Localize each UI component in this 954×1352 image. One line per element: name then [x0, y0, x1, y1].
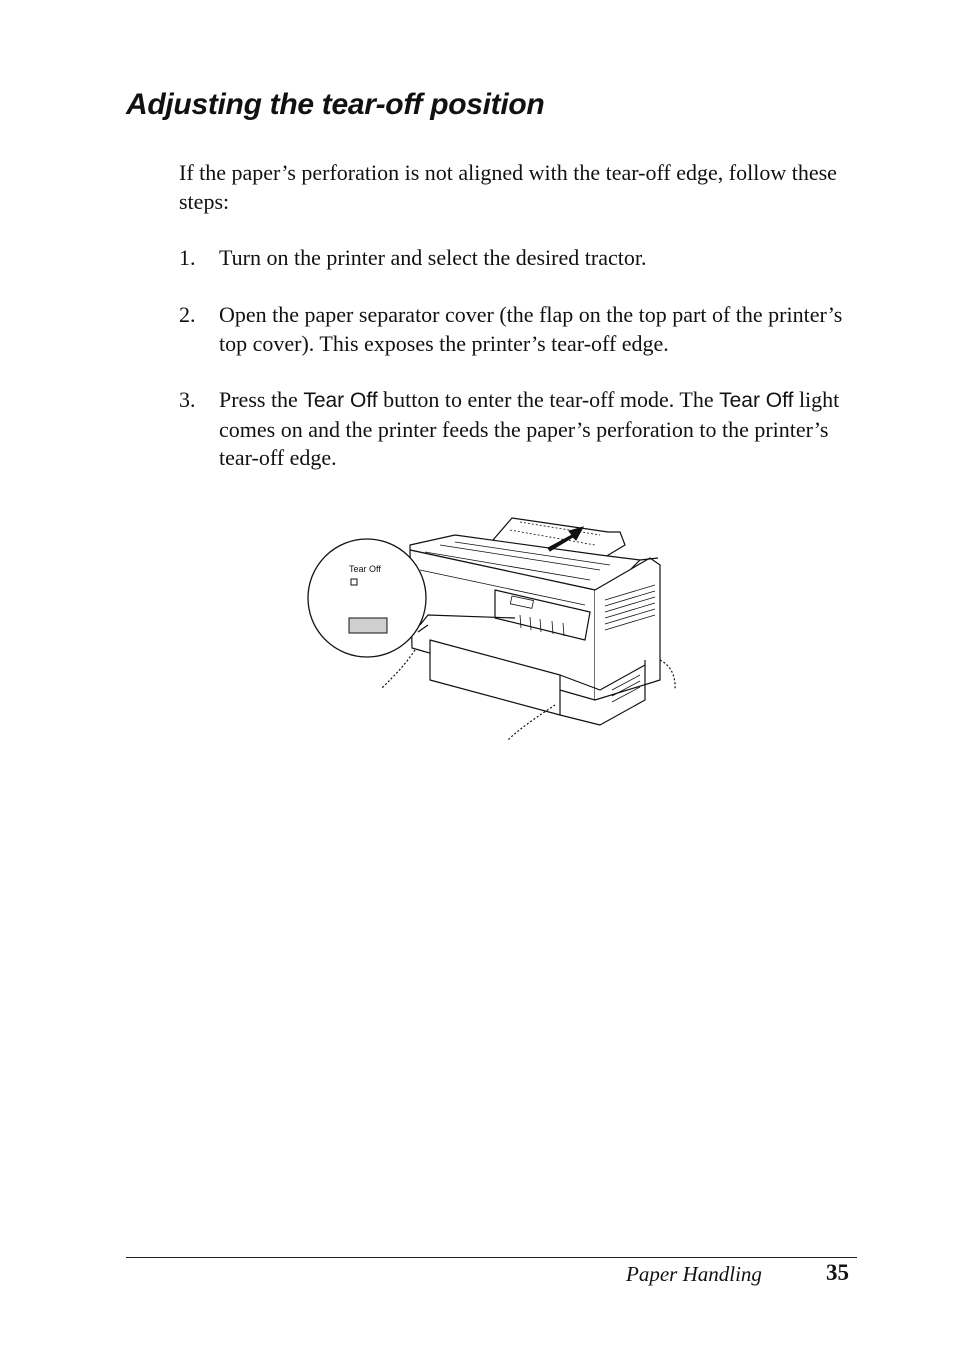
step-number: 3. [179, 387, 196, 412]
step-text-part: button to enter the tear-off mode. The [377, 387, 720, 412]
step-text-part: Press the [219, 387, 304, 412]
footer-rule [126, 1257, 857, 1258]
page-heading: Adjusting the tear-off position [126, 88, 545, 121]
tear-off-light-name: Tear Off [719, 389, 794, 412]
printer-illustration [300, 510, 690, 750]
callout-label: Tear Off [349, 564, 381, 574]
tear-off-button-name: Tear Off [303, 389, 378, 412]
page-number: 35 [826, 1260, 849, 1285]
step-number: 2. [179, 302, 196, 327]
tear-off-button-icon [349, 618, 387, 633]
step-text-part: light comes on and the printer feeds the paper’s perforation to the printer’s tear-off edge. [219, 387, 840, 470]
intro-paragraph: If the paper’s perforation is not aligned with the tear-off edge, follow these steps: [179, 160, 837, 214]
step-text [219, 386, 869, 473]
tear-off-light-icon [351, 579, 357, 585]
step-text: Turn on the printer and select the desired tractor. [219, 245, 647, 270]
footer-section-title: Paper Handling [626, 1262, 762, 1286]
step-number: 1. [179, 245, 196, 270]
step-text: Open the paper separator cover (the flap on the top part of the printer’s top cover). This exposes the printer’s tear-off edge. [219, 302, 843, 356]
